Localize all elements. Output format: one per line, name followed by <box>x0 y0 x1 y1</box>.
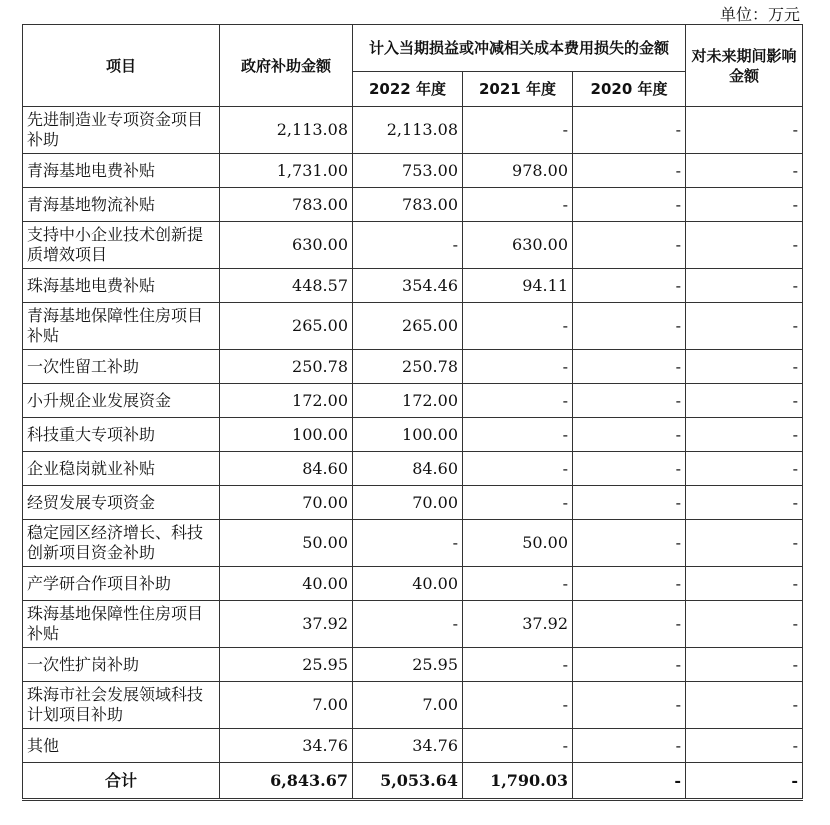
row-2020: - <box>573 567 686 601</box>
row-2022: 172.00 <box>353 384 463 418</box>
header-item: 项目 <box>23 25 220 107</box>
total-label: 合计 <box>23 763 220 800</box>
row-2022: 265.00 <box>353 303 463 350</box>
table-row <box>23 303 803 350</box>
row-future: - <box>686 452 803 486</box>
row-amount: 100.00 <box>220 418 353 452</box>
row-amount: 50.00 <box>220 520 353 567</box>
table-row <box>23 154 803 188</box>
row-2021: - <box>463 567 573 601</box>
row-item-name: 支持中小企业技术创新提质增效项目 <box>23 222 220 269</box>
row-2020: - <box>573 682 686 729</box>
row-future: - <box>686 222 803 269</box>
row-2022: 25.95 <box>353 648 463 682</box>
row-item-name: 稳定园区经济增长、科技创新项目资金补助 <box>23 520 220 567</box>
header-2022: 2022 年度 <box>353 72 463 107</box>
row-amount: 630.00 <box>220 222 353 269</box>
header-2020: 2020 年度 <box>573 72 686 107</box>
row-future: - <box>686 384 803 418</box>
table-row <box>23 384 803 418</box>
table-row <box>23 729 803 763</box>
row-2022: 40.00 <box>353 567 463 601</box>
header-2021: 2021 年度 <box>463 72 573 107</box>
row-amount: 783.00 <box>220 188 353 222</box>
row-future: - <box>686 303 803 350</box>
row-2020: - <box>573 418 686 452</box>
row-future: - <box>686 188 803 222</box>
row-2020: - <box>573 188 686 222</box>
table-row <box>23 648 803 682</box>
row-2020: - <box>573 303 686 350</box>
row-amount: 7.00 <box>220 682 353 729</box>
row-item-name: 珠海基地保障性住房项目补贴 <box>23 601 220 648</box>
row-item-name: 青海基地保障性住房项目补贴 <box>23 303 220 350</box>
unit-label: 单位：万元 <box>719 5 800 24</box>
row-amount: 265.00 <box>220 303 353 350</box>
row-2020: - <box>573 269 686 303</box>
row-item-name: 一次性留工补助 <box>23 350 220 384</box>
table-row <box>23 452 803 486</box>
row-2020: - <box>573 729 686 763</box>
row-2021: 630.00 <box>463 222 573 269</box>
row-2020: - <box>573 486 686 520</box>
table-row <box>23 418 803 452</box>
table-body <box>23 107 803 763</box>
row-2021: - <box>463 303 573 350</box>
row-2021: - <box>463 384 573 418</box>
row-amount: 70.00 <box>220 486 353 520</box>
row-2022: 783.00 <box>353 188 463 222</box>
row-2021: 50.00 <box>463 520 573 567</box>
row-item-name: 珠海基地电费补贴 <box>23 269 220 303</box>
row-item-name: 珠海市社会发展领域科技计划项目补助 <box>23 682 220 729</box>
row-amount: 1,731.00 <box>220 154 353 188</box>
row-2021: 37.92 <box>463 601 573 648</box>
row-2021: - <box>463 486 573 520</box>
row-2020: - <box>573 222 686 269</box>
row-future: - <box>686 486 803 520</box>
row-item-name: 先进制造业专项资金项目补助 <box>23 107 220 154</box>
row-2021: - <box>463 350 573 384</box>
row-2022: 7.00 <box>353 682 463 729</box>
row-item-name: 一次性扩岗补助 <box>23 648 220 682</box>
row-2022: 2,113.08 <box>353 107 463 154</box>
table-row <box>23 520 803 567</box>
row-future: - <box>686 729 803 763</box>
row-amount: 250.78 <box>220 350 353 384</box>
table-row <box>23 188 803 222</box>
row-future: - <box>686 269 803 303</box>
row-2022: 753.00 <box>353 154 463 188</box>
row-future: - <box>686 154 803 188</box>
row-2022: - <box>353 601 463 648</box>
row-2020: - <box>573 154 686 188</box>
row-item-name: 企业稳岗就业补贴 <box>23 452 220 486</box>
row-2022: 70.00 <box>353 486 463 520</box>
row-future: - <box>686 520 803 567</box>
table-row <box>23 486 803 520</box>
row-2021: - <box>463 418 573 452</box>
row-item-name: 青海基地电费补贴 <box>23 154 220 188</box>
row-future: - <box>686 567 803 601</box>
table-row <box>23 682 803 729</box>
row-2020: - <box>573 384 686 418</box>
subsidy-table <box>22 24 803 801</box>
row-amount: 40.00 <box>220 567 353 601</box>
row-amount: 37.92 <box>220 601 353 648</box>
row-2022: 84.60 <box>353 452 463 486</box>
row-2022: 34.76 <box>353 729 463 763</box>
row-item-name: 小升规企业发展资金 <box>23 384 220 418</box>
total-amount: 6,843.67 <box>220 763 353 800</box>
row-2020: - <box>573 107 686 154</box>
total-future: - <box>686 763 803 800</box>
row-future: - <box>686 601 803 648</box>
row-2020: - <box>573 648 686 682</box>
total-2020: - <box>573 763 686 800</box>
row-2021: - <box>463 107 573 154</box>
table-row <box>23 222 803 269</box>
row-amount: 84.60 <box>220 452 353 486</box>
row-2021: - <box>463 682 573 729</box>
table-row <box>23 601 803 648</box>
row-2022: 250.78 <box>353 350 463 384</box>
row-2020: - <box>573 350 686 384</box>
row-future: - <box>686 350 803 384</box>
total-2022: 5,053.64 <box>353 763 463 800</box>
row-future: - <box>686 107 803 154</box>
row-2021: - <box>463 452 573 486</box>
row-2021: - <box>463 729 573 763</box>
row-2020: - <box>573 452 686 486</box>
row-2022: 100.00 <box>353 418 463 452</box>
row-item-name: 青海基地物流补贴 <box>23 188 220 222</box>
row-item-name: 其他 <box>23 729 220 763</box>
row-2020: - <box>573 520 686 567</box>
total-row <box>23 763 803 800</box>
row-2021: - <box>463 648 573 682</box>
row-item-name: 产学研合作项目补助 <box>23 567 220 601</box>
header-group: 计入当期损益或冲减相关成本费用损失的金额 <box>353 25 686 72</box>
row-amount: 25.95 <box>220 648 353 682</box>
row-2022: - <box>353 222 463 269</box>
row-amount: 172.00 <box>220 384 353 418</box>
row-2020: - <box>573 601 686 648</box>
row-future: - <box>686 648 803 682</box>
table-row <box>23 567 803 601</box>
row-amount: 34.76 <box>220 729 353 763</box>
row-amount: 2,113.08 <box>220 107 353 154</box>
header-amount: 政府补助金额 <box>220 25 353 107</box>
table-row <box>23 107 803 154</box>
row-item-name: 经贸发展专项资金 <box>23 486 220 520</box>
row-2021: - <box>463 188 573 222</box>
row-amount: 448.57 <box>220 269 353 303</box>
row-2021: 978.00 <box>463 154 573 188</box>
row-2022: - <box>353 520 463 567</box>
table-row <box>23 350 803 384</box>
row-future: - <box>686 682 803 729</box>
row-2022: 354.46 <box>353 269 463 303</box>
row-item-name: 科技重大专项补助 <box>23 418 220 452</box>
header-future: 对未来期间影响金额 <box>686 25 803 107</box>
row-2021: 94.11 <box>463 269 573 303</box>
total-2021: 1,790.03 <box>463 763 573 800</box>
table-row <box>23 269 803 303</box>
row-future: - <box>686 418 803 452</box>
